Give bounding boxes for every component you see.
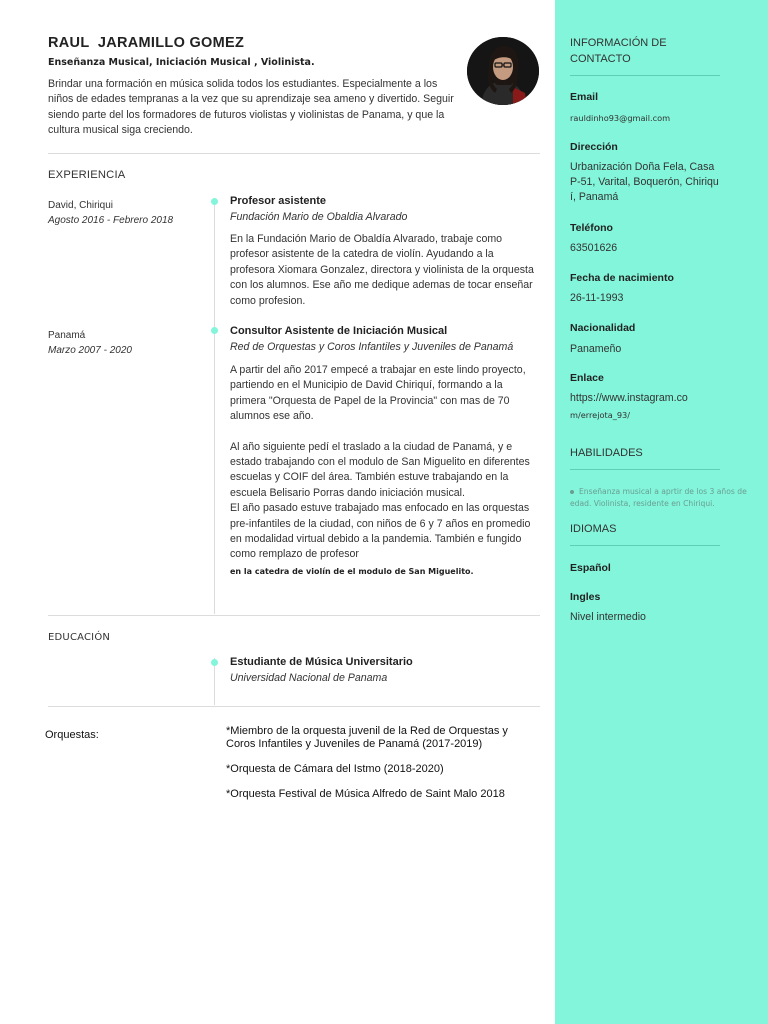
skill-text: Enseñanza musical a aprtir de los 3 años de edad. Violinista, residente en Chiriqui. [570, 487, 747, 508]
profile-photo [467, 37, 539, 105]
job-dates: Agosto 2016 - Febrero 2018 [48, 215, 174, 226]
job-organization: Red de Orquestas y Coros Infantiles y Juveniles de Panamá [230, 341, 514, 353]
address-value: Urbanización Doña Fela, Casa P-51, Varital, Boquerón, Chiriquí, Panamá [570, 161, 719, 203]
link-value-continued[interactable]: m/errejota_93/ [570, 410, 630, 420]
link-label: Enlace [570, 372, 604, 384]
job-organization: Fundación Mario de Obaldia Alvarado [230, 211, 408, 223]
languages-heading: IDIOMAS [570, 523, 617, 535]
person-photo-icon [467, 37, 539, 105]
birthdate-value: 26-11-1993 [570, 292, 624, 304]
professional-subtitle: Enseñanza Musical, Iniciación Musical , Violinista. [48, 57, 315, 68]
education-heading: EDUCACIÓN [48, 632, 111, 643]
description-paragraph: A partir del año 2017 empecé a trabajar en este lindo proyecto, partiendo en el Municipio de David Chiriquí, formando a la primera "Orquesta de Papel de la Provincia" con mas de 70 alumnos ese año. [230, 364, 526, 423]
language-item: Español [570, 562, 611, 574]
sidebar [555, 0, 768, 1024]
timeline-dot [211, 198, 218, 205]
description-paragraph: El año pasado estuve trabajado mas enfocado en las orquestas pre-infantiles de la ciudad, con niños de 6 y 7 años en promedio en modalidad virtual debido a la pandemia. También e fungido como remplazo de profesor [230, 502, 531, 561]
orchestra-item: *Orquesta de Cámara del Istmo (2018-2020) [226, 763, 444, 775]
skill-item [570, 486, 765, 510]
email-value[interactable]: rauldinho93@gmail.com [570, 113, 671, 123]
orchestras-label: Orquestas: [45, 729, 99, 741]
phone-label: Teléfono [570, 222, 613, 234]
language-level: Nivel intermedio [570, 611, 646, 623]
orchestra-item: *Miembro de la orquesta juvenil de la Red de Orquestas y Coros Infantiles y Juveniles de Panamá (2017-2019) [226, 725, 508, 750]
sidebar-divider [570, 469, 720, 470]
description-paragraph: en la catedra de violín de el modulo de San Miguelito. [230, 566, 474, 576]
profile-summary: Brindar una formación en música solida todos los estudiantes. Especialmente a los niños de edades tempranas a la vez que su aprendizaje sea ameno y divertido. Seguir siendo parte del los formadores de futuros violistas y violinistas de Panama, y que la cultura musical siga creciendo. [48, 78, 454, 136]
sidebar-divider [570, 545, 720, 546]
job-dates: Marzo 2007 - 2020 [48, 345, 132, 356]
skills-heading: HABILIDADES [570, 447, 643, 459]
contact-heading: INFORMACIÓN DE CONTACTO [570, 37, 667, 65]
nationality-value: Panameño [570, 343, 622, 355]
education-title: Estudiante de Música Universitario [230, 656, 413, 668]
experience-heading: EXPERIENCIA [48, 169, 126, 181]
divider [48, 706, 540, 707]
divider [48, 615, 540, 616]
language-item: Ingles [570, 591, 601, 603]
timeline-dot [211, 327, 218, 334]
link-value[interactable]: https://www.instagram.co [570, 392, 688, 404]
full-name: RAUL JARAMILLO GOMEZ [48, 35, 245, 51]
education-institution: Universidad Nacional de Panama [230, 672, 388, 684]
job-location: David, Chiriqui [48, 200, 114, 211]
description-paragraph: Al año siguiente pedí el traslado a la ciudad de Panamá, y e estado trabajando con el modulo de San Miguelito en diferentes escuelas y COIF del área. También estuve trabajando en la escuela Belisario Porras dando iniciación musical. [230, 440, 530, 499]
orchestra-item: *Orquesta Festival de Música Alfredo de Saint Malo 2018 [226, 788, 505, 800]
nationality-label: Nacionalidad [570, 322, 636, 334]
divider [48, 153, 540, 154]
address-label: Dirección [570, 141, 618, 153]
job-location: Panamá [48, 330, 86, 341]
timeline-dot [211, 659, 218, 666]
experience-timeline [214, 200, 215, 614]
job-description: En la Fundación Mario de Obaldía Alvarado, trabaje como profesor asistente de la catedra de violín. Ayudando a la profesora Xiomara Gonzalez, directora y violinista de la orquesta con los alumnos. Ese año me dedique ademas de tocar enseñar como profesion. [230, 233, 534, 307]
phone-value: 63501626 [570, 242, 618, 254]
job-title: Consultor Asistente de Iniciación Musical [230, 325, 448, 337]
job-title: Profesor asistente [230, 195, 326, 207]
email-label: Email [570, 91, 599, 103]
job-description [230, 363, 538, 579]
bullet-icon [570, 490, 574, 494]
sidebar-divider [570, 75, 720, 76]
birthdate-label: Fecha de nacimiento [570, 272, 674, 284]
